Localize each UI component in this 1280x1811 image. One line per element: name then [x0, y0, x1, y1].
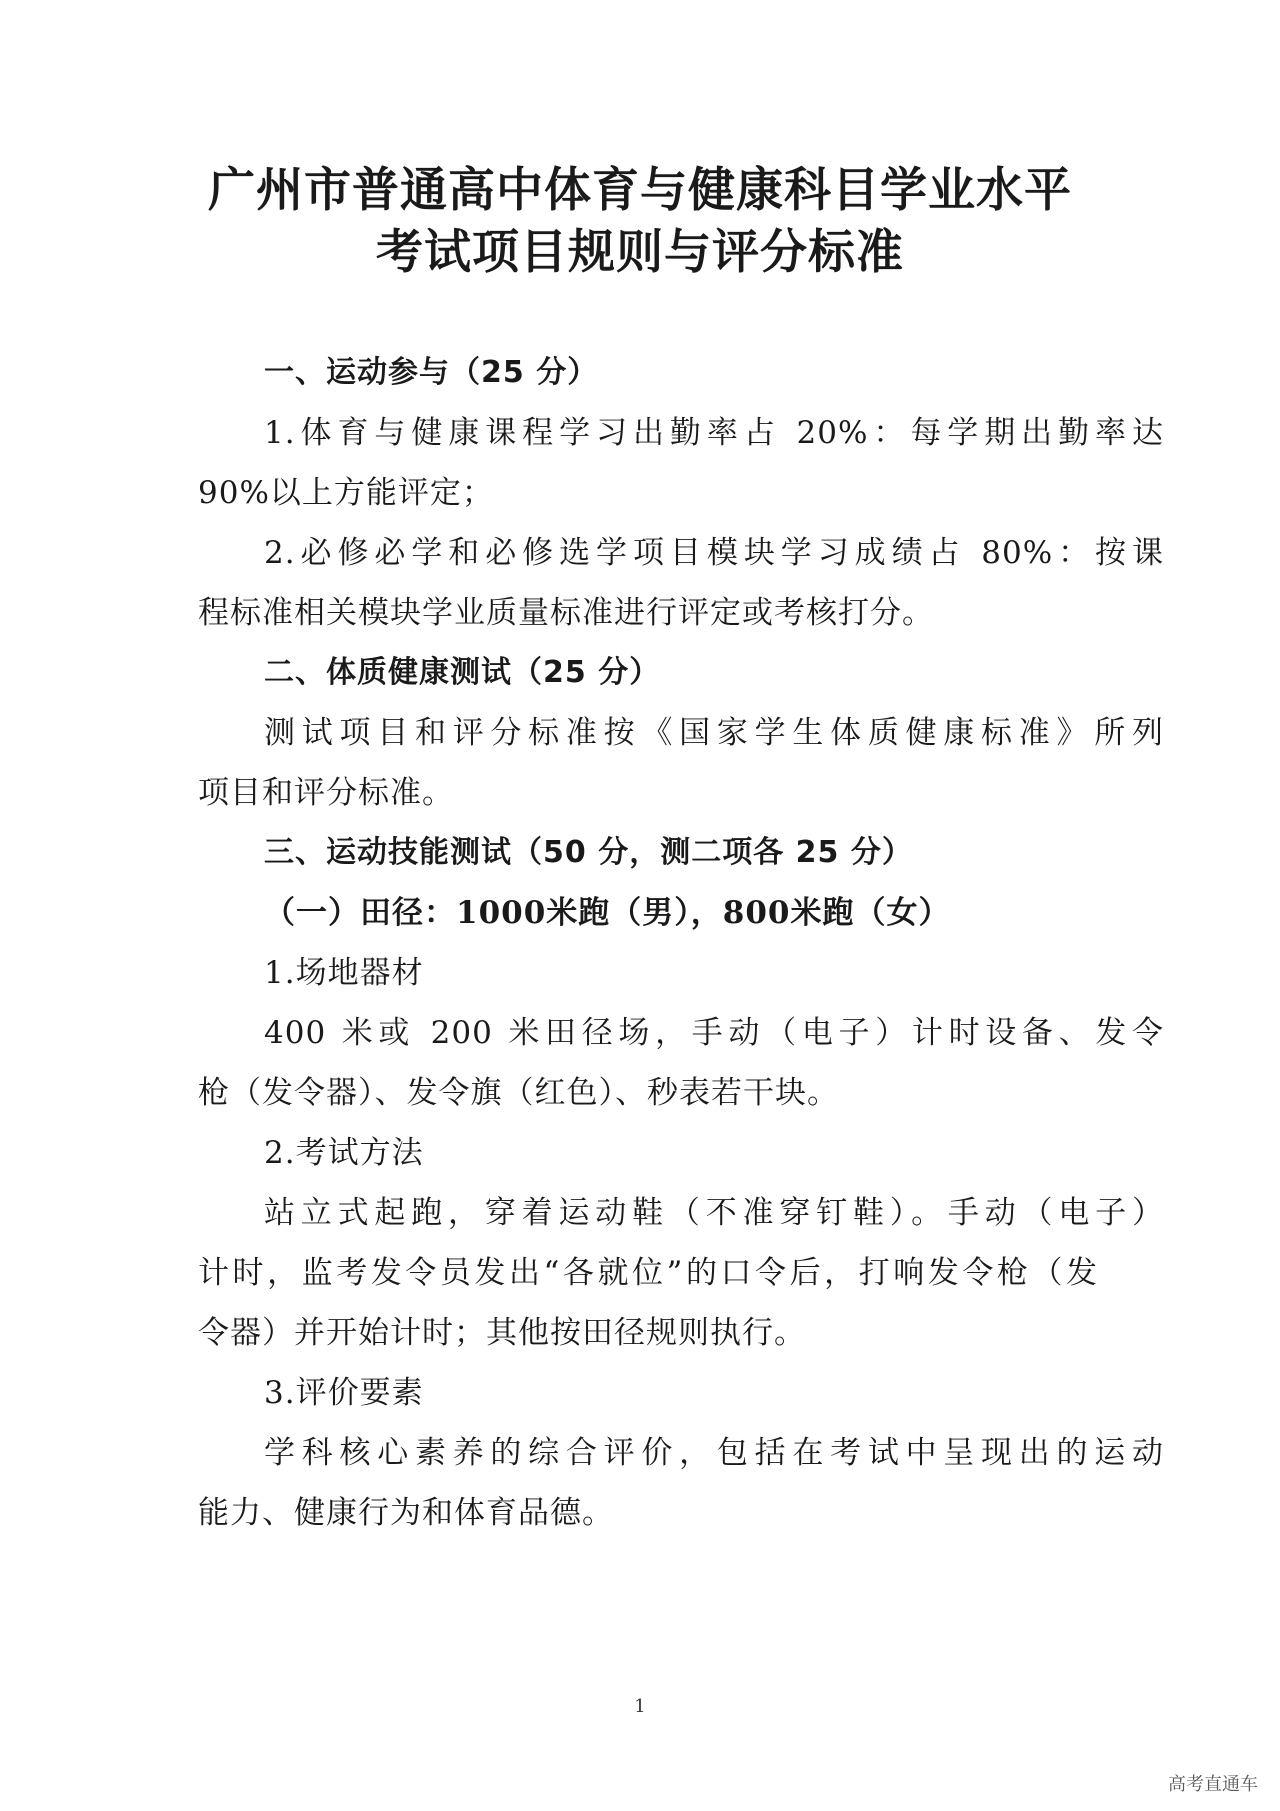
document-title-line-1: 广州市普通高中体育与健康科目学业水平	[208, 163, 1072, 218]
section-heading: 三、运动技能测试（50 分，测二项各 25 分）	[264, 835, 913, 870]
paragraph-line: 400 米或 200 米田径场，手动（电子）计时设备、发令	[264, 1015, 1164, 1051]
section-heading: 一、运动参与（25 分）	[264, 355, 599, 390]
page-number: 1	[634, 1696, 646, 1717]
paragraph-line: 学科核心素养的综合评价，包括在考试中呈现出的运动	[264, 1435, 1164, 1471]
paragraph-line: 测试项目和评分标准按《国家学生体质健康标准》所列	[264, 715, 1164, 751]
watermark: 高考直通车	[1168, 1774, 1258, 1795]
paragraph-line: 2.必修必学和必修选学项目模块学习成绩占 80%：按课	[264, 535, 1164, 571]
paragraph-line: 1.场地器材	[264, 955, 424, 991]
paragraph-line: 90%以上方能评定；	[198, 475, 494, 511]
paragraph-line: 能力、健康行为和体育品德。	[198, 1495, 614, 1531]
paragraph-line: 2.考试方法	[264, 1135, 424, 1171]
paragraph-line: 程标准相关模块学业质量标准进行评定或考核打分。	[198, 595, 934, 631]
section-heading: 二、体质健康测试（25 分）	[264, 655, 661, 690]
subsection-heading: （一）田径：1000米跑（男），800米跑（女）	[264, 895, 951, 931]
paragraph-line: 1.体育与健康课程学习出勤率占 20%：每学期出勤率达	[264, 415, 1164, 451]
paragraph-line: 站立式起跑，穿着运动鞋（不准穿钉鞋）。手动（电子）	[264, 1195, 1164, 1231]
paragraph-line: 枪（发令器）、发令旗（红色）、秒表若干块。	[198, 1075, 839, 1111]
paragraph-line: 3.评价要素	[264, 1375, 424, 1411]
paragraph-line: 令器）并开始计时；其他按田径规则执行。	[198, 1315, 806, 1351]
paragraph-line: 项目和评分标准。	[198, 775, 454, 811]
document-title-line-2: 考试项目规则与评分标准	[376, 225, 904, 280]
paragraph-line: 计时，监考发令员发出“各就位”的口令后，打响发令枪（发	[198, 1255, 1098, 1291]
